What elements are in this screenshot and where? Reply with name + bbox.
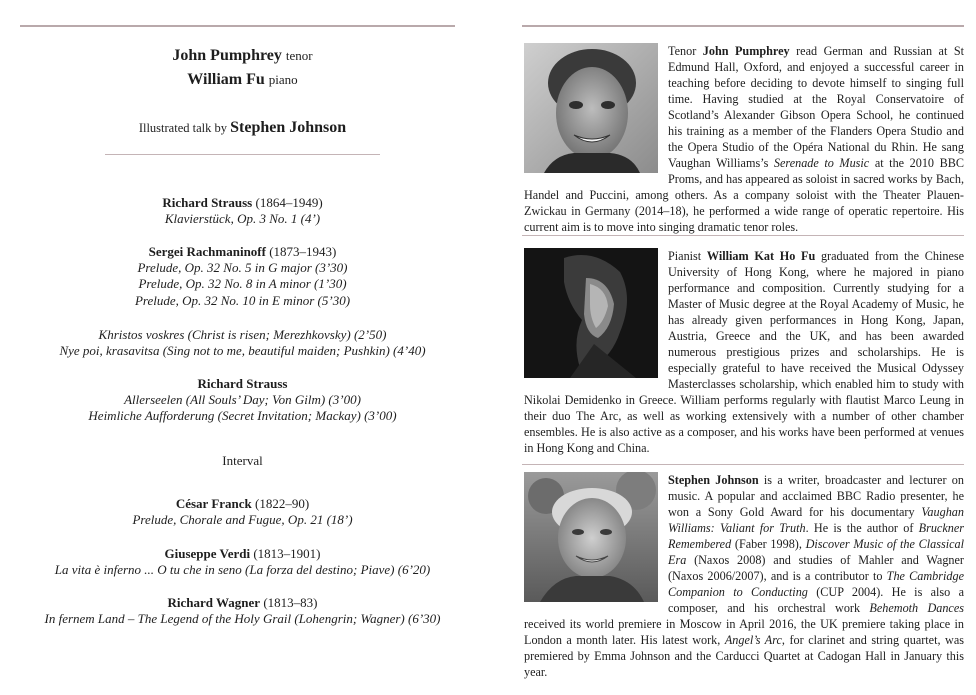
- photo-john-pumphrey: [524, 43, 658, 173]
- work-title: Khristos voskres (Christ is risen; Merezhkovsky) (2’50): [98, 327, 387, 342]
- talk-prefix: Illustrated talk by: [138, 121, 227, 135]
- bio-pumphrey: Tenor John Pumphrey read German and Russian at St Edmund Hall, Oxford, and enjoyed a successful career in teaching before deciding to devote himself to singing full time. Having studied at the Royal Conservatoire of Scotland’s Alexander Gibson Opera School, he continued his training as a member of the Flanders Opera Studio and the Opera Studio of the Opéra National du Rhin. He sang Vaughan Williams’s Serenade to Music at the 2010 BBC Proms, and has appeared as soloist in sacred works by Bach, Handel and Puccini, among others. As a company soloist with the Theater Plauen-Zwickau in Germany (2014–18), he performed a wide range of operatic repertoire. His current aim is to move into singing dramatic tenor roles.: [524, 44, 964, 234]
- talk-speaker: Stephen Johnson: [230, 119, 347, 136]
- composer-name: Richard Wagner: [167, 595, 261, 610]
- top-rule-left: [20, 25, 455, 27]
- performer-2: [20, 68, 465, 92]
- bio-name: John Pumphrey: [702, 44, 790, 58]
- performer-1-name: John Pumphrey: [172, 47, 282, 64]
- top-rule-right: [522, 25, 964, 27]
- work-title: In fernem Land – The Legend of the Holy Grail (Lohengrin; Wagner) (6’30): [44, 611, 441, 626]
- work-title: Prelude, Chorale and Fugue, Op. 21 (18’): [132, 512, 353, 527]
- work-title: La vita è inferno ... O tu che in seno (La forza del destino; Piave) (6’20): [54, 562, 431, 577]
- performer-1-role: tenor: [285, 48, 313, 63]
- work-title: Prelude, Op. 32 No. 10 in E minor (5’30): [134, 292, 351, 308]
- composer-dates: (1873–1943): [269, 244, 337, 259]
- bio-johnson: Stephen Johnson is a writer, broadcaster and lecturer on music. A popular and acclaimed BBC Radio presenter, he won a Sony Gold Award for his documentary Vaughan Williams: Valiant for Truth. He is the author of Bruckner Remembered (Faber 1998), Discover Music of the Classical Era (Naxos 2008) and studies of Mahler and Wagner (Naxos 2006/2007), and is a contributor to The Cambridge Companion to Conducting (CUP 2004). He is also a composer, and his orchestral work Behemoth Dances received its world premiere in Moscow in April 2016, the UK premiere taking place in London a month later. His latest work, Angel’s Arc, for clarinet and string quartet, was premiered by Emma Johnson and the Carducci Quartet at Cadogan Hall in January this year.: [524, 472, 964, 680]
- program-item-songs: [20, 327, 465, 360]
- work-title: Heimliche Aufforderung (Secret Invitation; Mackay) (3’00): [88, 408, 397, 424]
- performer-1: [20, 44, 465, 68]
- composer-name: Richard Strauss: [197, 376, 288, 391]
- work-title: Prelude, Op. 32 No. 8 in A minor (1’30): [138, 276, 347, 292]
- bio-fu: Pianist William Kat Ho Fu graduated from the Chinese University of Hong Kong, where he majored in piano performance and composition. Currently studying for a Master of Music degree at the Royal Academy of Music, he has already given performances in Hong Kong, Japan, Austria, Greece and the UK, and has been awarded numerous prestigious prizes and scholarships. He is especially grateful to have received the Musical Odyssey Masterclasses scholarship, which enabled him to study with Nikolai Demidenko in Greece. William performs regularly with flautist Marco Leung in their duo The Arc, as well as working extensively with a number of other chamber ensembles. He is also active as a composer, and his works have been performed at venues in Hong Kong and China.: [524, 249, 965, 455]
- work-title: Nye poi, krasavitsa (Sing not to me, beautiful maiden; Pushkin) (4’40): [59, 343, 426, 359]
- bio-name: William Kat Ho Fu: [706, 249, 816, 263]
- program-item-rachmaninoff: [20, 244, 465, 309]
- composer-name: Richard Strauss: [162, 195, 253, 210]
- photo-william-fu: [524, 248, 658, 378]
- composer-name: Sergei Rachmaninoff: [148, 244, 266, 259]
- composer-name: César Franck: [175, 496, 252, 511]
- composer-dates: (1813–83): [263, 595, 318, 610]
- performer-2-role: piano: [268, 72, 298, 87]
- program-item-wagner: [20, 595, 465, 627]
- performer-2-name: William Fu: [187, 71, 265, 88]
- performers-header: [20, 44, 465, 92]
- composer-name: Giuseppe Verdi: [164, 546, 251, 561]
- program-item-verdi: [20, 546, 465, 578]
- bio-divider-2: [522, 464, 964, 465]
- header-divider: [105, 154, 380, 155]
- program-item-franck: [20, 496, 465, 528]
- program-item-strauss-2: [20, 376, 465, 425]
- bio-name: Stephen Johnson: [668, 473, 759, 487]
- photo-stephen-johnson: [524, 472, 658, 602]
- composer-dates: (1822–90): [255, 496, 310, 511]
- work-title: Prelude, Op. 32 No. 5 in G major (3’30): [137, 260, 348, 275]
- composer-dates: (1813–1901): [253, 546, 321, 561]
- bio-divider-1: [522, 235, 964, 236]
- work-title: Klavierstück, Op. 3 No. 1 (4’): [164, 211, 321, 226]
- composer-dates: (1864–1949): [255, 195, 323, 210]
- talk-credit: [20, 119, 465, 137]
- work-title: Allerseelen (All Souls’ Day; Von Gilm) (3’00): [124, 392, 361, 407]
- interval-label: Interval: [222, 453, 263, 468]
- program-item-strauss-1: [20, 195, 465, 227]
